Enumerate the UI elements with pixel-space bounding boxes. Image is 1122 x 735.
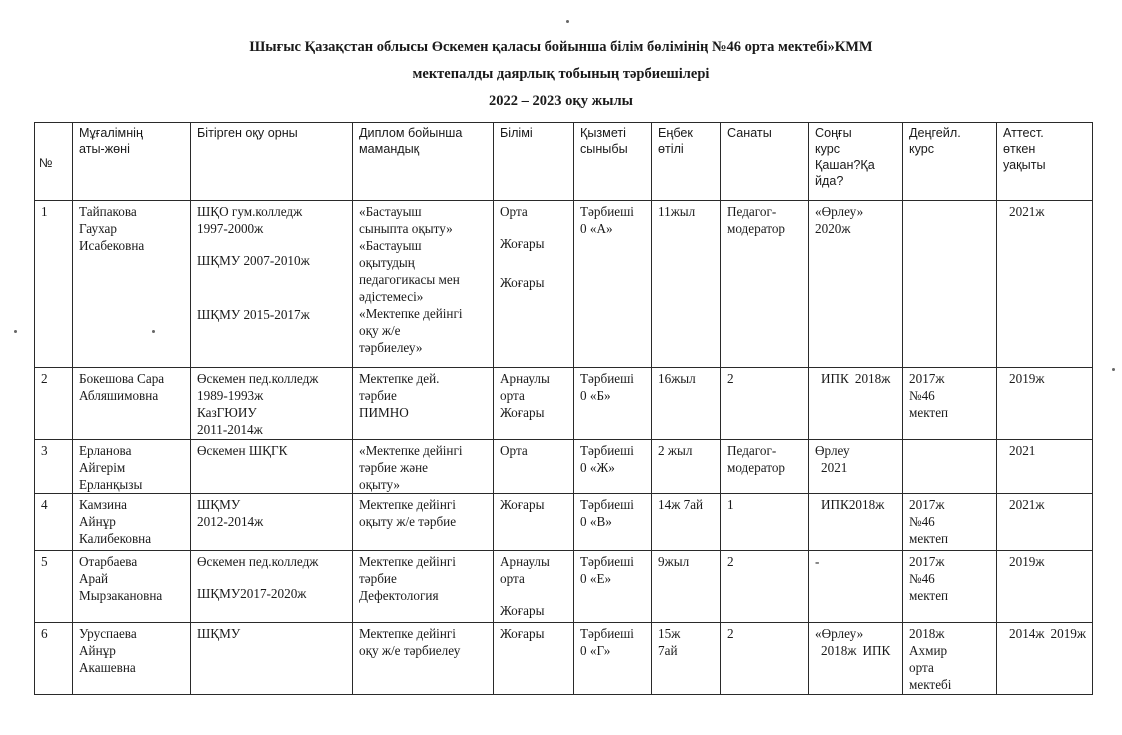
cell-last-course: «Өрлеу» 2018ж ИПК — [809, 623, 903, 695]
cell-attestation: 2014ж 2019ж — [997, 623, 1093, 695]
cell-attestation: 2021ж — [997, 201, 1093, 368]
cell-num: 4 — [35, 494, 73, 551]
cell-level-course: 2018ж Ахмир орта мектебі — [903, 623, 997, 695]
cell-school: Өскемен ШҚГК — [191, 440, 353, 494]
cell-num: 1 — [35, 201, 73, 368]
header-name: Мұғалімнің аты-жөні — [73, 123, 191, 201]
cell-last-course: «Өрлеу» 2020ж — [809, 201, 903, 368]
cell-num: 2 — [35, 368, 73, 440]
cell-attestation: 2019ж — [997, 551, 1093, 623]
cell-category: 2 — [721, 623, 809, 695]
cell-education: Арнаулы орта Жоғары — [494, 551, 574, 623]
scan-speck — [14, 330, 17, 333]
table-header-row — [35, 123, 1093, 201]
header-education: Білімі — [494, 123, 574, 201]
cell-name: Бокешова Сара Абляшимовна — [73, 368, 191, 440]
table-row — [35, 494, 1093, 551]
header-attestation: Аттест. өткен уақыты — [997, 123, 1093, 201]
cell-position: Тәрбиеші 0 «Г» — [574, 623, 652, 695]
cell-position: Тәрбиеші 0 «Е» — [574, 551, 652, 623]
cell-school: ШҚМУ — [191, 623, 353, 695]
cell-level-course — [903, 201, 997, 368]
cell-specialty: «Мектепке дейінгі тәрбие және оқыту» — [353, 440, 494, 494]
cell-experience: 14ж 7ай — [652, 494, 721, 551]
header-level-course: Деңгейл. курс — [903, 123, 997, 201]
cell-specialty: Мектепке дейінгі оқыту ж/е тәрбие — [353, 494, 494, 551]
header-specialty: Диплом бойынша мамандық — [353, 123, 494, 201]
cell-attestation: 2021 — [997, 440, 1093, 494]
cell-name: Уруспаева Айнұр Акашевна — [73, 623, 191, 695]
cell-school: ШҚМУ 2012-2014ж — [191, 494, 353, 551]
scan-speck — [152, 330, 155, 333]
table-row — [35, 368, 1093, 440]
cell-education: Арнаулы орта Жоғары — [494, 368, 574, 440]
cell-position: Тәрбиеші 0 «Б» — [574, 368, 652, 440]
cell-position: Тәрбиеші 0 «В» — [574, 494, 652, 551]
academic-year: 2022 – 2023 оқу жылы — [489, 93, 633, 109]
cell-specialty: Мектепке дейінгі тәрбие Дефектология — [353, 551, 494, 623]
cell-last-course: - — [809, 551, 903, 623]
document-title: Шығыс Қазақстан облысы Өскемен қаласы бойынша білім бөлімінің №46 орта мектебі»КММ — [249, 39, 873, 55]
scan-speck — [1112, 368, 1115, 371]
cell-experience: 16жыл — [652, 368, 721, 440]
header-num: № — [35, 123, 73, 201]
document-header — [0, 34, 1122, 115]
table-row — [35, 551, 1093, 623]
table-row — [35, 623, 1093, 695]
document-subtitle: мектепалды даярлық тобының тәрбиешілері — [412, 66, 710, 82]
cell-experience: 15ж 7ай — [652, 623, 721, 695]
cell-experience: 9жыл — [652, 551, 721, 623]
header-last-course: Соңғы курс Қашан?Қа йда? — [809, 123, 903, 201]
cell-category: 2 — [721, 551, 809, 623]
cell-experience: 2 жыл — [652, 440, 721, 494]
header-position: Қызметі сыныбы — [574, 123, 652, 201]
cell-education: Жоғары — [494, 494, 574, 551]
staff-table — [34, 122, 1093, 695]
cell-school: ШҚО гум.колледж 1997-2000ж ШҚМУ 2007-2010ж ШҚМУ 2015-2017ж — [191, 201, 353, 368]
cell-attestation: 2021ж — [997, 494, 1093, 551]
cell-education: Жоғары — [494, 623, 574, 695]
cell-position: Тәрбиеші 0 «А» — [574, 201, 652, 368]
cell-level-course: 2017ж №46 мектеп — [903, 494, 997, 551]
cell-level-course: 2017ж №46 мектеп — [903, 551, 997, 623]
cell-name: Ерланова Айгерім Ерланқызы — [73, 440, 191, 494]
cell-specialty: «Бастауыш сыныпта оқыту» «Бастауыш оқытудың педагогикасы мен әдістемесі» «Мектепке дейінгі оқу ж/е тәрбиелеу» — [353, 201, 494, 368]
cell-education: Орта Жоғары Жоғары — [494, 201, 574, 368]
cell-category: 1 — [721, 494, 809, 551]
table-row — [35, 201, 1093, 368]
cell-category: 2 — [721, 368, 809, 440]
cell-position: Тәрбиеші 0 «Ж» — [574, 440, 652, 494]
cell-school: Өскемен пед.колледж ШҚМУ2017-2020ж — [191, 551, 353, 623]
header-school: Бітірген оқу орны — [191, 123, 353, 201]
cell-last-course: ИПК 2018ж — [809, 368, 903, 440]
cell-specialty: Мектепке дейінгі оқу ж/е тәрбиелеу — [353, 623, 494, 695]
table-row — [35, 440, 1093, 494]
cell-specialty: Мектепке дей. тәрбие ПИМНО — [353, 368, 494, 440]
header-category: Санаты — [721, 123, 809, 201]
cell-school: Өскемен пед.колледж 1989-1993ж КазГЮИУ 2011-2014ж — [191, 368, 353, 440]
cell-attestation: 2019ж — [997, 368, 1093, 440]
cell-num: 5 — [35, 551, 73, 623]
cell-num: 3 — [35, 440, 73, 494]
cell-last-course: Өрлеу 2021 — [809, 440, 903, 494]
cell-experience: 11жыл — [652, 201, 721, 368]
header-experience: Еңбек өтілі — [652, 123, 721, 201]
cell-name: Тайпакова Гаухар Исабековна — [73, 201, 191, 368]
cell-education: Орта — [494, 440, 574, 494]
cell-level-course: 2017ж №46 мектеп — [903, 368, 997, 440]
cell-category: Педагог- модератор — [721, 440, 809, 494]
cell-last-course: ИПК2018ж — [809, 494, 903, 551]
cell-name: Камзина Айнұр Калибековна — [73, 494, 191, 551]
cell-name: Отарбаева Арай Мырзакановна — [73, 551, 191, 623]
scan-speck — [566, 20, 569, 23]
cell-category: Педагог- модератор — [721, 201, 809, 368]
cell-level-course — [903, 440, 997, 494]
cell-num: 6 — [35, 623, 73, 695]
